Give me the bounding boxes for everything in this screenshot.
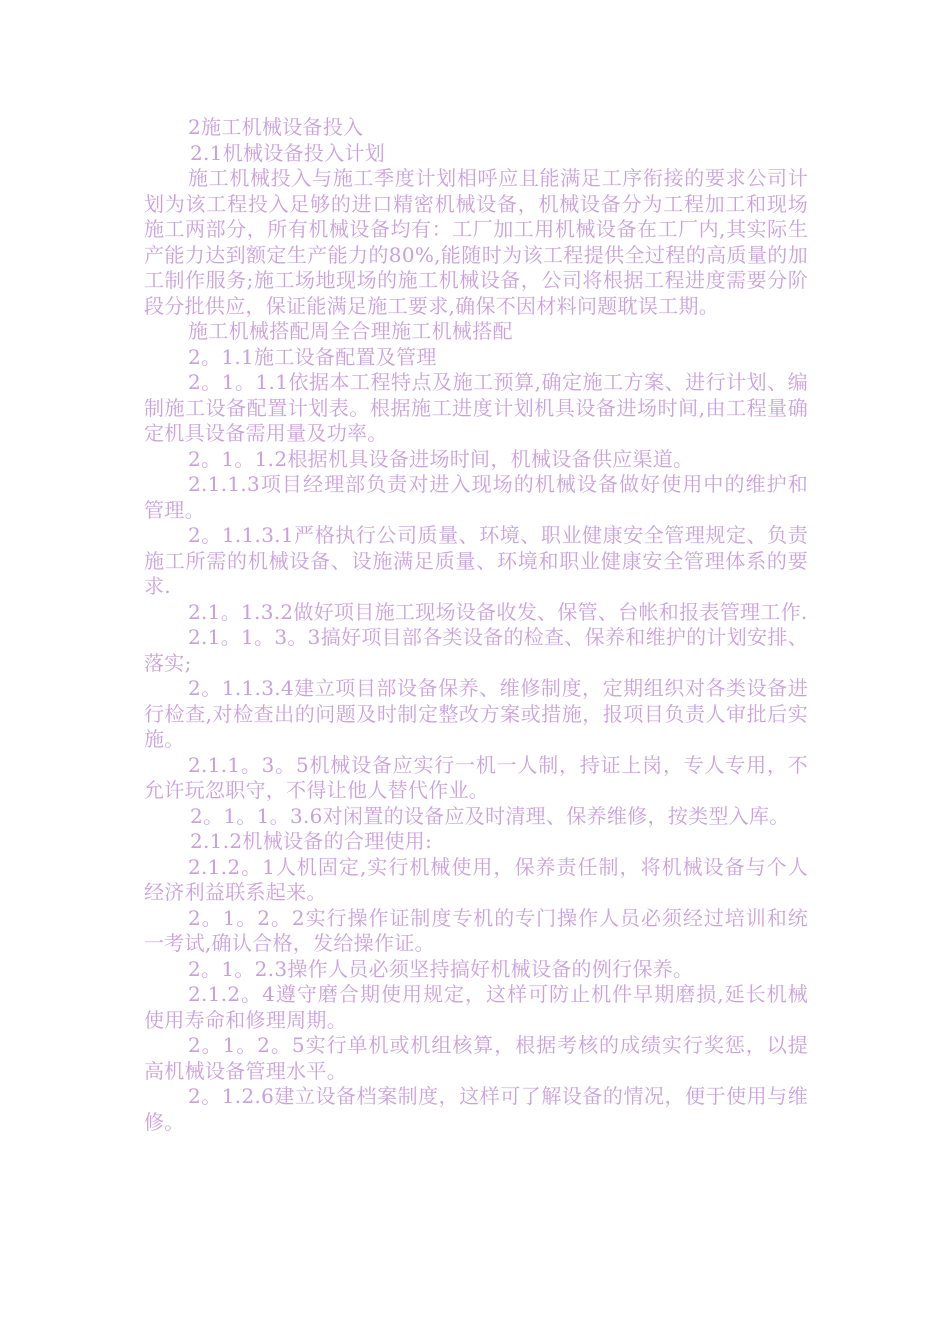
paragraph: 2.1。1。3。3搞好项目部各类设备的检查、保养和维护的计划安排、落实; — [144, 625, 808, 675]
section-heading: 2施工机械设备投入 — [188, 115, 364, 139]
document-body — [144, 115, 808, 1135]
paragraph: 2。1。1.1依据本工程特点及施工预算,确定施工方案、进行计划、编制施工设备配置计划表。根据施工进度计划机具设备进场时间,由工程量确定机具设备需用量及功率。 — [144, 370, 808, 445]
subsection-heading: 2。1.1施工设备配置及管理 — [188, 344, 437, 369]
paragraph: 2。1.1.3.1严格执行公司质量、环境、职业健康安全管理规定、负责施工所需的机械设备、设施满足质量、环境和职业健康安全管理体系的要求. — [144, 523, 808, 598]
paragraph: 2。1。1.2根据机具设备进场时间，机械设备供应渠道。 — [188, 446, 694, 471]
paragraph: 2。1。1。3.6对闲置的设备应及时清理、保养维修，按类型入库。 — [190, 803, 790, 828]
subsection-heading: 2.1.2机械设备的合理使用: — [190, 829, 433, 853]
paragraph: 2。1。2。2实行操作证制度专机的专门操作人员必须经过培训和统一考试,确认合格，发给操作证。 — [144, 905, 808, 955]
paragraph: 2。1。2.3操作人员必须坚持搞好机械设备的例行保养。 — [188, 956, 694, 981]
paragraph: 2。1.1.3.4建立项目部设备保养、维修制度，定期组织对各类设备进行检查,对检查出的问题及时制定整改方案或措施，报项目负责人审批后实施。 — [144, 676, 808, 751]
subsection-heading: 2.1机械设备投入计划 — [190, 140, 386, 165]
paragraph: 施工机械搭配周全合理施工机械搭配 — [188, 319, 513, 343]
paragraph: 2.1.2。4遵守磨合期使用规定，这样可防止机件早期磨损,延长机械使用寿命和修理周期。 — [144, 982, 808, 1032]
paragraph: 2。1。2。5实行单机或机组核算，根据考核的成绩实行奖惩，以提高机械设备管理水平。 — [144, 1033, 808, 1083]
paragraph: 2.1.1。3。5机械设备应实行一机一人制，持证上岗，专人专用，不允许玩忽职守，不得让他人替代作业。 — [144, 752, 808, 802]
paragraph: 2.1.1.3项目经理部负责对进入现场的机械设备做好使用中的维护和管理。 — [144, 472, 808, 522]
paragraph: 施工机械投入与施工季度计划相呼应且能满足工序衔接的要求公司计划为该工程投入足够的进口精密机械设备，机械设备分为工程加工和现场施工两部分，所有机械设备均有：工厂加工用机械设备在工厂内,其实际生产能力达到额定生产能力的80%,能随时为该工程提供全过程的高质量的加工制作服务;施工场地现场的施工机械设备，公司将根据工程进度需要分阶段分批供应，保证能满足施工要求,确保不因材料问题耽误工期。 — [144, 166, 808, 318]
paragraph: 2。1.2.6建立设备档案制度，这样可了解设备的情况，便于使用与维修。 — [144, 1084, 808, 1134]
paragraph: 2.1.2。1人机固定,实行机械使用，保养责任制，将机械设备与个人经济利益联系起来。 — [144, 854, 808, 904]
paragraph: 2.1。1.3.2做好项目施工现场设备收发、保管、台帐和报表管理工作. — [188, 599, 808, 624]
